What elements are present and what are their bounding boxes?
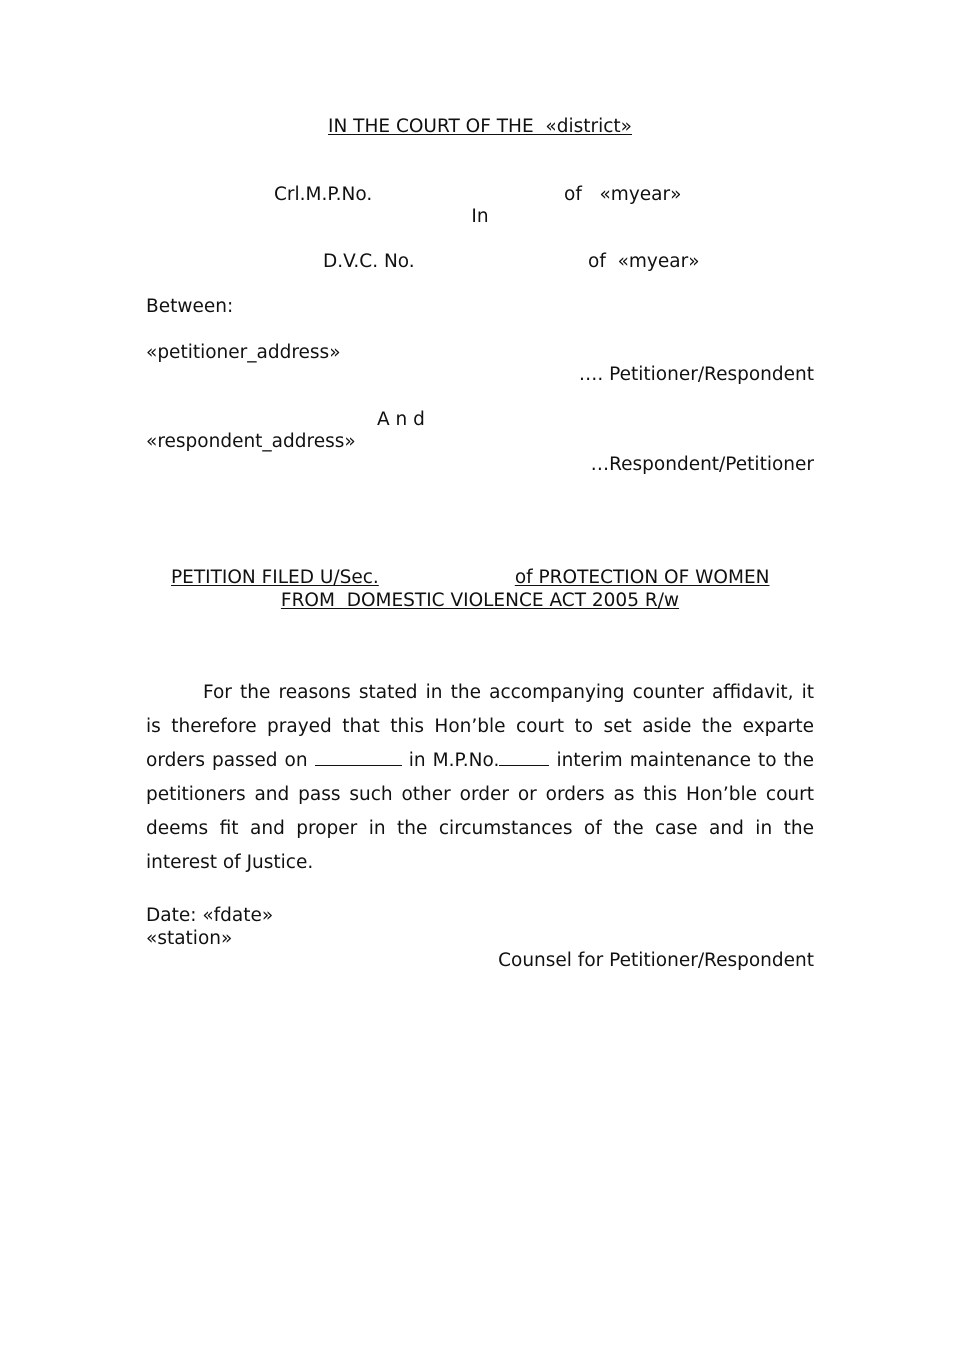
and-connector: A n d — [377, 409, 425, 430]
prayer-text-part2: in M.P.No. — [408, 750, 500, 771]
respondent-role: …Respondent/Petitioner — [590, 454, 814, 475]
petitioner-address: «petitioner_address» — [146, 342, 341, 363]
section-blank — [379, 567, 515, 589]
petitioner-role: …. Petitioner/Respondent — [578, 364, 814, 385]
between-label: Between: — [146, 296, 234, 317]
crl-mp-year: of «myear» — [564, 184, 682, 205]
crl-mp-number-label: Crl.M.P.No. — [274, 184, 373, 205]
prayer-paragraph — [146, 676, 814, 880]
petition-title-section: PETITION FILED U/Sec. — [171, 567, 379, 588]
petition-title-act: of PROTECTION OF WOMEN — [514, 567, 770, 588]
mp-number-blank — [499, 747, 549, 766]
prayer-text-part3: interim maintenance to the petitioners and pass such other order or orders as this Hon’ble court deems fit and proper in the circumstances of the case and in the interest of Justice. — [146, 750, 814, 873]
respondent-address: «respondent_address» — [146, 431, 356, 452]
order-date-blank — [315, 747, 402, 766]
prayer-text-part1: For the reasons stated in the accompanying counter affidavit, it is therefore prayed that this Hon’ble court to set aside the exparte orders passed on — [146, 682, 814, 771]
counsel-signature-label: Counsel for Petitioner/Respondent — [498, 950, 814, 971]
court-heading: IN THE COURT OF THE «district» — [328, 116, 632, 137]
station-line: «station» — [146, 928, 233, 949]
dvc-number-label: D.V.C. No. — [323, 251, 415, 272]
petition-title-line2: FROM DOMESTIC VIOLENCE ACT 2005 R/w — [280, 590, 680, 611]
dvc-year: of «myear» — [588, 251, 700, 272]
petition-title-line1 — [171, 567, 789, 589]
date-line: Date: «fdate» — [146, 905, 274, 926]
in-connector: In — [471, 206, 489, 227]
